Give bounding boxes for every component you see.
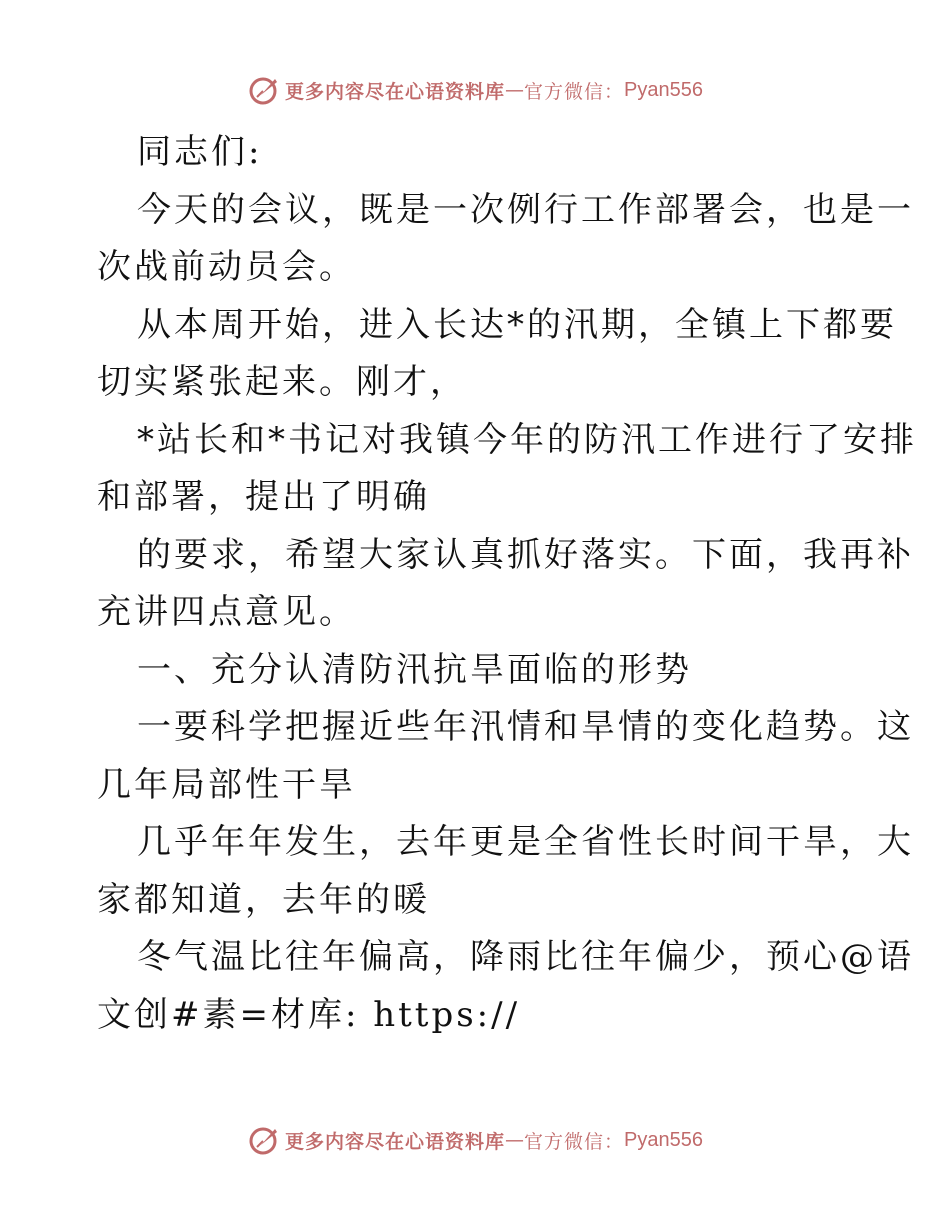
paragraph-line: 一要科学把握近些年汛情和旱情的变化趋势。这 bbox=[137, 707, 914, 747]
paragraph-line: 几乎年年发生，去年更是全省性长时间干旱，大 bbox=[137, 822, 914, 862]
footer-wechat-label: 官方微信： bbox=[524, 1130, 625, 1153]
paragraph-line: 和部署，提出了明确 bbox=[97, 477, 430, 517]
paragraph-line: 文创#素=材库: https:// bbox=[97, 994, 521, 1035]
footer-brand-text: 更多内容尽在心语资料库 bbox=[285, 1130, 506, 1153]
paragraph-line: 从本周开始，进入长达*的汛期，全镇上下都要 bbox=[137, 304, 897, 345]
paragraph-line: 的要求，希望大家认真抓好落实。下面，我再补 bbox=[137, 534, 914, 575]
paragraph-line: 冬气温比往年偏高，降雨比往年偏少，预心@语 bbox=[137, 937, 914, 977]
page-header-watermark bbox=[0, 70, 950, 110]
paragraph-line: 切实紧张起来。刚才， bbox=[97, 362, 467, 402]
feather-logo-icon bbox=[247, 1123, 281, 1157]
header-wechat-id: Pyan556 bbox=[624, 78, 703, 101]
paragraph-line: 今天的会议，既是一次例行工作部署会，也是一 bbox=[137, 189, 914, 230]
feather-logo-icon bbox=[247, 73, 281, 107]
paragraph-line: 充讲四点意见。 bbox=[97, 592, 356, 632]
paragraph-line: 次战前动员会。 bbox=[97, 247, 356, 287]
header-wechat-label: 官方微信： bbox=[524, 80, 625, 103]
paragraph-line: *站长和*书记对我镇今年的防汛工作进行了安排 bbox=[137, 419, 917, 460]
header-dash: — bbox=[505, 79, 525, 101]
paragraph-line: 同志们: bbox=[137, 132, 263, 172]
document-body bbox=[97, 124, 917, 1044]
paragraph-line: 几年局部性干旱 bbox=[97, 764, 356, 805]
page-footer-watermark bbox=[0, 1120, 950, 1160]
section-heading: 一、充分认清防汛抗旱面临的形势 bbox=[137, 649, 692, 690]
paragraph-line: 家都知道，去年的暖 bbox=[97, 879, 430, 920]
footer-wechat-id: Pyan556 bbox=[624, 1128, 703, 1151]
footer-dash: — bbox=[505, 1129, 525, 1151]
header-brand-text: 更多内容尽在心语资料库 bbox=[285, 80, 506, 103]
